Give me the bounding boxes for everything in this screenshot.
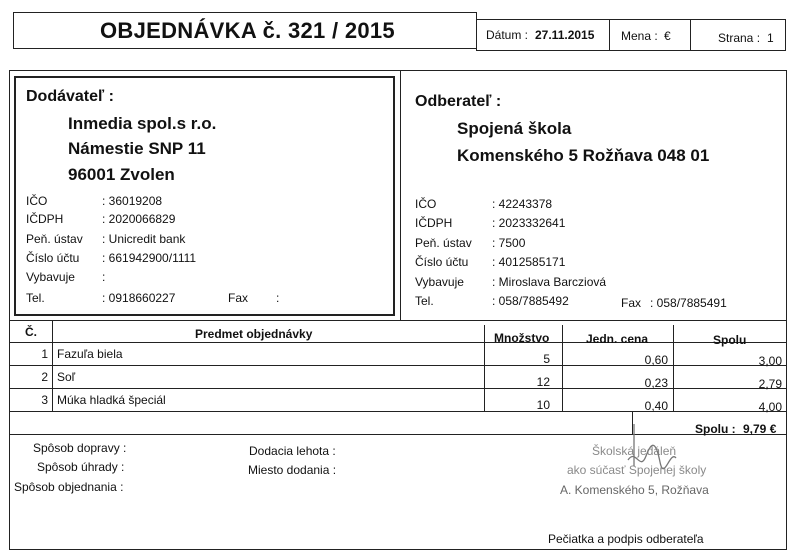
date-value: 27.11.2015 bbox=[535, 28, 595, 42]
customer-account-label: Číslo účtu bbox=[415, 255, 469, 269]
customer-tel-value: : 058/7885492 bbox=[492, 294, 569, 308]
table-col-line bbox=[673, 325, 674, 411]
customer-ico-value: : 42243378 bbox=[492, 197, 553, 211]
customer-name: Spojená škola bbox=[457, 119, 572, 138]
supplier-name: Inmedia spol.s r.o. bbox=[68, 114, 217, 133]
supplier-ico-label: IČO bbox=[26, 194, 48, 208]
col-header-item: Predmet objednávky bbox=[195, 327, 313, 341]
table-row-total: 2,79 bbox=[758, 377, 782, 391]
supplier-tel-label: Tel. bbox=[26, 291, 45, 305]
page-label: Strana : bbox=[718, 31, 761, 45]
payment-label: Spôsob úhrady : bbox=[37, 460, 125, 474]
table-row-line bbox=[9, 365, 787, 366]
party-divider bbox=[400, 71, 401, 321]
customer-fax-value: : 058/7885491 bbox=[650, 296, 727, 310]
sum-label: Spolu : bbox=[695, 422, 736, 436]
table-header-line bbox=[9, 342, 787, 343]
customer-bank-label: Peň. ústav bbox=[415, 236, 472, 250]
stamp-line: ako súčasť Spojenej školy bbox=[567, 463, 707, 477]
supplier-bank-value: : Unicredit bank bbox=[102, 232, 186, 246]
page-value: 1 bbox=[767, 31, 774, 45]
col-header-price: Jedn. cena bbox=[586, 332, 649, 346]
signature-scribble-icon bbox=[618, 420, 698, 480]
supplier-contact-label: Vybavuje bbox=[26, 270, 75, 284]
supplier-account-value: : 661942900/1111 bbox=[102, 251, 197, 265]
customer-bank-value: : 7500 bbox=[492, 236, 526, 250]
table-row-num: 3 bbox=[41, 393, 48, 407]
table-row-price: 0,60 bbox=[644, 353, 668, 367]
table-row-qty: 5 bbox=[543, 352, 550, 366]
table-row-item: Soľ bbox=[57, 370, 76, 384]
table-row-total: 4,00 bbox=[758, 400, 782, 414]
table-row-item: Múka hladká špeciál bbox=[57, 393, 166, 407]
supplier-account-label: Číslo účtu bbox=[26, 251, 80, 265]
supplier-contact-value: : bbox=[102, 270, 106, 284]
col-header-total: Spolu bbox=[713, 333, 747, 347]
delivery-place-label: Miesto dodania : bbox=[248, 463, 337, 477]
customer-ico-label: IČO bbox=[415, 197, 437, 211]
transport-label: Spôsob dopravy : bbox=[33, 441, 127, 455]
supplier-street: Námestie SNP 11 bbox=[68, 139, 206, 158]
supplier-fax-label: Fax bbox=[228, 291, 249, 305]
delivery-time-label: Dodacia lehota : bbox=[249, 444, 336, 458]
table-row-line bbox=[9, 388, 787, 389]
table-row-num: 2 bbox=[41, 370, 48, 384]
supplier-fax-value: : bbox=[276, 291, 280, 305]
currency-label: Mena : bbox=[621, 29, 658, 43]
signature-label: Pečiatka a podpis odberateľa bbox=[548, 532, 704, 546]
table-col-line bbox=[562, 325, 563, 411]
customer-contact-label: Vybavuje bbox=[415, 275, 464, 289]
supplier-ico-value: : 36019208 bbox=[102, 194, 163, 208]
customer-account-value: : 4012585171 bbox=[492, 255, 566, 269]
table-row-line bbox=[9, 411, 787, 412]
col-header-qty: Množstvo bbox=[494, 331, 550, 345]
table-top-line bbox=[9, 320, 787, 321]
table-row-total: 3,00 bbox=[758, 354, 782, 368]
supplier-bank-label: Peň. ústav bbox=[26, 232, 83, 246]
supplier-icdph-label: IČDPH bbox=[26, 212, 64, 226]
date-label: Dátum : bbox=[486, 28, 529, 42]
order-method-label: Spôsob objednania : bbox=[14, 480, 124, 494]
sum-value: 9,79 € bbox=[743, 422, 777, 436]
stamp-line: A. Komenského 5, Rožňava bbox=[560, 483, 709, 497]
col-header-num: Č. bbox=[25, 325, 37, 339]
supplier-tel-value: : 0918660227 bbox=[102, 291, 176, 305]
table-row-qty: 12 bbox=[536, 375, 550, 389]
supplier-heading: Dodávateľ : bbox=[26, 88, 114, 105]
customer-address: Komenského 5 Rožňava 048 01 bbox=[457, 146, 710, 165]
table-row-price: 0,23 bbox=[644, 376, 668, 390]
table-row-num: 1 bbox=[41, 347, 48, 361]
customer-fax-label: Fax bbox=[621, 296, 642, 310]
page-title: OBJEDNÁVKA č. 321 / 2015 bbox=[100, 18, 395, 43]
table-col-line bbox=[484, 325, 485, 411]
table-row-price: 0,40 bbox=[644, 399, 668, 413]
customer-contact-value: : Miroslava Barcziová bbox=[492, 275, 607, 289]
supplier-city: 96001 Zvolen bbox=[68, 165, 175, 184]
table-row-qty: 10 bbox=[536, 398, 550, 412]
customer-heading: Odberateľ : bbox=[415, 93, 502, 110]
currency-value: € bbox=[664, 29, 671, 43]
table-col-line bbox=[52, 320, 53, 411]
table-row-item: Fazuľa biela bbox=[57, 347, 123, 361]
supplier-icdph-value: : 2020066829 bbox=[102, 212, 176, 226]
stamp-line: Školská jedáleň bbox=[592, 444, 677, 458]
customer-tel-label: Tel. bbox=[415, 294, 434, 308]
customer-icdph-value: : 2023332641 bbox=[492, 216, 566, 230]
customer-icdph-label: IČDPH bbox=[415, 216, 453, 230]
